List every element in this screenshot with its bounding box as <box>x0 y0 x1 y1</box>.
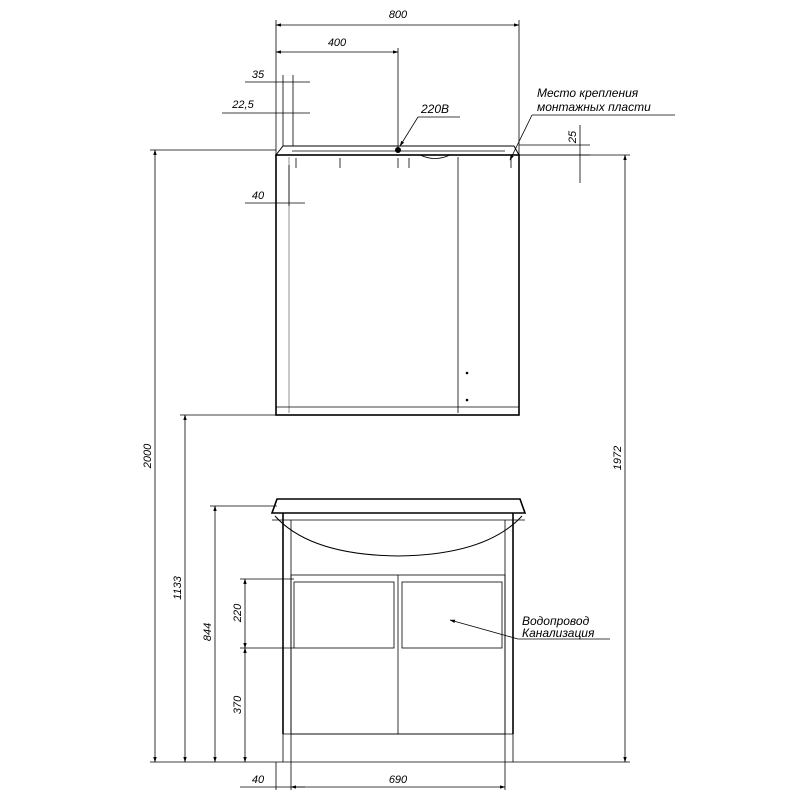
mount-note-line2: монтажных пласти <box>537 100 651 114</box>
sink-top <box>272 499 525 513</box>
notes <box>420 86 651 640</box>
mirror-hinge-dot <box>466 399 469 402</box>
dim-220-label: 220 <box>232 603 244 623</box>
leader-power <box>400 117 418 146</box>
dim-25-label: 25 <box>567 130 579 144</box>
mirror-hinge-dot <box>466 372 469 375</box>
dim-690-label: 690 <box>388 774 408 786</box>
dim-844-label: 844 <box>202 622 214 642</box>
sink-bowl <box>275 516 522 556</box>
mirror-frame <box>276 155 519 415</box>
mirror-cabinet <box>276 146 519 415</box>
extension-lines <box>150 20 630 790</box>
vanity-leg-right <box>505 734 513 762</box>
dim-22-label: 22,5 <box>232 99 254 111</box>
dim-40-top-label: 40 <box>251 190 265 202</box>
dim-35-label: 35 <box>251 69 265 81</box>
leader-water <box>450 620 518 639</box>
water-label: Водопровод <box>522 614 590 628</box>
dim-1133-label: 1133 <box>172 576 184 600</box>
vanity-leg-left <box>283 734 291 762</box>
dim-400-label: 400 <box>327 37 347 49</box>
leader-mount <box>510 115 532 160</box>
mesh-zone-right <box>402 582 502 648</box>
dimension-labels <box>142 9 624 786</box>
sewer-label: Канализация <box>522 626 595 640</box>
dim-1972-label: 1972 <box>612 445 624 471</box>
dim-40-bottom-label: 40 <box>251 774 265 786</box>
mesh-zone-left <box>294 582 394 648</box>
dim-370-label: 370 <box>232 695 244 715</box>
dim-2000-label: 2000 <box>142 443 154 469</box>
dim-800-label: 800 <box>388 9 408 21</box>
power-label: 220В <box>421 102 450 116</box>
mount-note-line1: Место крепления <box>537 86 639 100</box>
dimension-lines <box>155 25 675 787</box>
